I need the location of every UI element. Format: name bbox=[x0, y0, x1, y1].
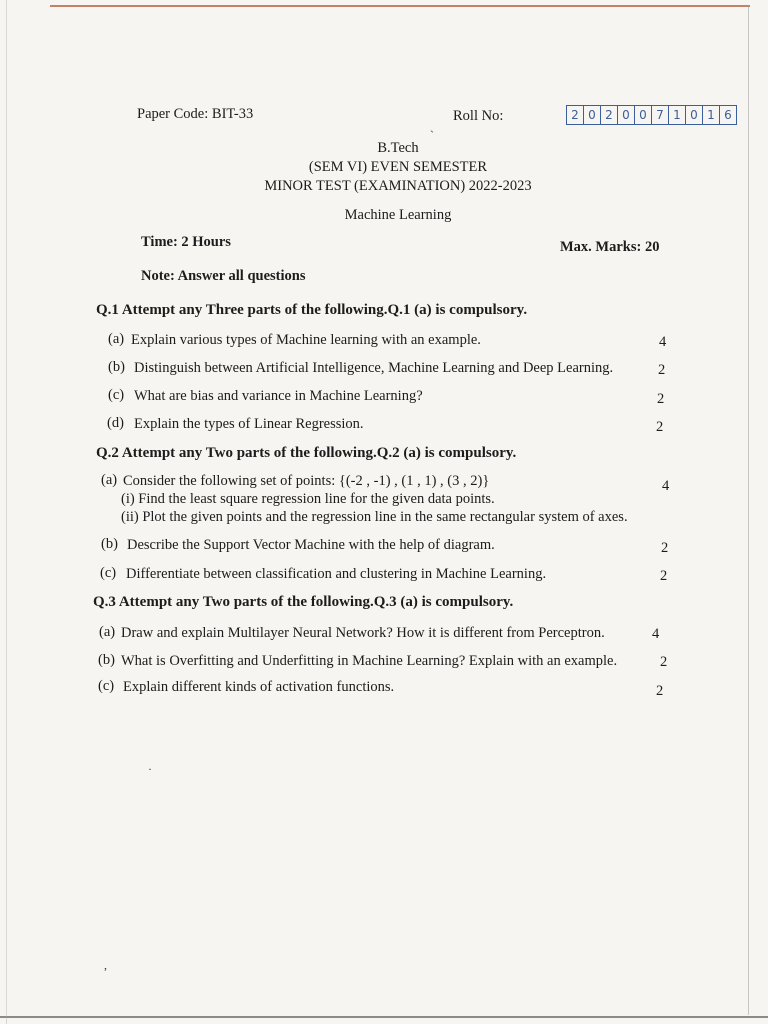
part-text: What are bias and variance in Machine Learning? bbox=[134, 388, 423, 404]
part-label: (c) bbox=[98, 678, 115, 694]
part-label: (b) bbox=[98, 652, 115, 668]
roll-digit: 2 bbox=[566, 105, 584, 125]
part-label: (a) bbox=[108, 331, 125, 347]
roll-label: Roll No: bbox=[453, 108, 504, 124]
roll-digit: 0 bbox=[617, 105, 635, 125]
part-label: (c) bbox=[108, 387, 125, 403]
roll-digit: 0 bbox=[583, 105, 601, 125]
roll-digit: 1 bbox=[702, 105, 720, 125]
part-marks: 2 bbox=[660, 568, 668, 584]
roll-number-boxes bbox=[566, 105, 736, 125]
sub-part-text: (i) Find the least square regression line for the given data points. bbox=[121, 491, 495, 507]
part-marks: 4 bbox=[659, 334, 667, 350]
roll-digit: 0 bbox=[634, 105, 652, 125]
part-text: Distinguish between Artificial Intelligence, Machine Learning and Deep Learning. bbox=[134, 360, 614, 376]
part-text: Explain various types of Machine learning with an example. bbox=[131, 332, 481, 348]
part-label: (b) bbox=[108, 359, 125, 375]
part-label: (a) bbox=[101, 472, 118, 488]
max-marks: Max. Marks: 20 bbox=[560, 239, 660, 255]
part-text: Consider the following set of points: {(-2 , -1) , (1 , 1) , (3 , 2)} bbox=[123, 473, 490, 489]
part-marks: 2 bbox=[656, 683, 664, 699]
part-marks: 4 bbox=[652, 626, 660, 642]
question-heading: Q.3 Attempt any Two parts of the following.Q.3 (a) is compulsory. bbox=[93, 594, 514, 610]
part-marks: 2 bbox=[657, 391, 665, 407]
page-edge-right bbox=[748, 5, 749, 1015]
part-label: (a) bbox=[99, 624, 116, 640]
part-text: Differentiate between classification and clustering in Machine Learning. bbox=[126, 566, 547, 582]
paper-code: Paper Code: BIT-33 bbox=[137, 106, 254, 122]
part-text: Explain different kinds of activation functions. bbox=[123, 679, 395, 695]
question-heading: Q.2 Attempt any Two parts of the following.Q.2 (a) is compulsory. bbox=[96, 445, 517, 461]
page-edge-top bbox=[50, 5, 750, 7]
time-allowed: Time: 2 Hours bbox=[141, 234, 231, 250]
roll-digit: 1 bbox=[668, 105, 686, 125]
part-marks: 2 bbox=[656, 419, 664, 435]
stray-pen-mark: , bbox=[104, 958, 107, 972]
part-label: (c) bbox=[100, 565, 117, 581]
part-label: (b) bbox=[101, 536, 118, 552]
subject-title: Machine Learning bbox=[344, 207, 452, 223]
page-edge-bottom bbox=[0, 1016, 768, 1018]
program-title: B.Tech bbox=[377, 140, 419, 156]
roll-digit: 0 bbox=[685, 105, 703, 125]
page-edge-left bbox=[6, 0, 7, 1024]
instructions-note: Note: Answer all questions bbox=[141, 268, 306, 284]
roll-digit: 7 bbox=[651, 105, 669, 125]
part-marks: 4 bbox=[662, 478, 670, 494]
roll-digit: 2 bbox=[600, 105, 618, 125]
roll-digit: 6 bbox=[719, 105, 737, 125]
stray-pen-mark: ˋ bbox=[430, 128, 434, 142]
part-marks: 2 bbox=[660, 654, 668, 670]
part-marks: 2 bbox=[658, 362, 666, 378]
part-text: What is Overfitting and Underfitting in Machine Learning? Explain with an example. bbox=[121, 653, 618, 669]
semester-title: (SEM VI) EVEN SEMESTER bbox=[308, 159, 488, 175]
question-heading: Q.1 Attempt any Three parts of the following.Q.1 (a) is compulsory. bbox=[96, 302, 528, 318]
part-label: (d) bbox=[107, 415, 124, 431]
part-text: Describe the Support Vector Machine with the help of diagram. bbox=[127, 537, 495, 553]
sub-part-text: (ii) Plot the given points and the regression line in the same rectangular system of axes. bbox=[121, 509, 628, 525]
part-text: Explain the types of Linear Regression. bbox=[134, 416, 364, 432]
part-marks: 2 bbox=[661, 540, 669, 556]
exam-title: MINOR TEST (EXAMINATION) 2022-2023 bbox=[264, 178, 532, 194]
part-text: Draw and explain Multilayer Neural Network? How it is different from Perceptron. bbox=[121, 625, 605, 641]
stray-dot: · bbox=[148, 762, 152, 776]
